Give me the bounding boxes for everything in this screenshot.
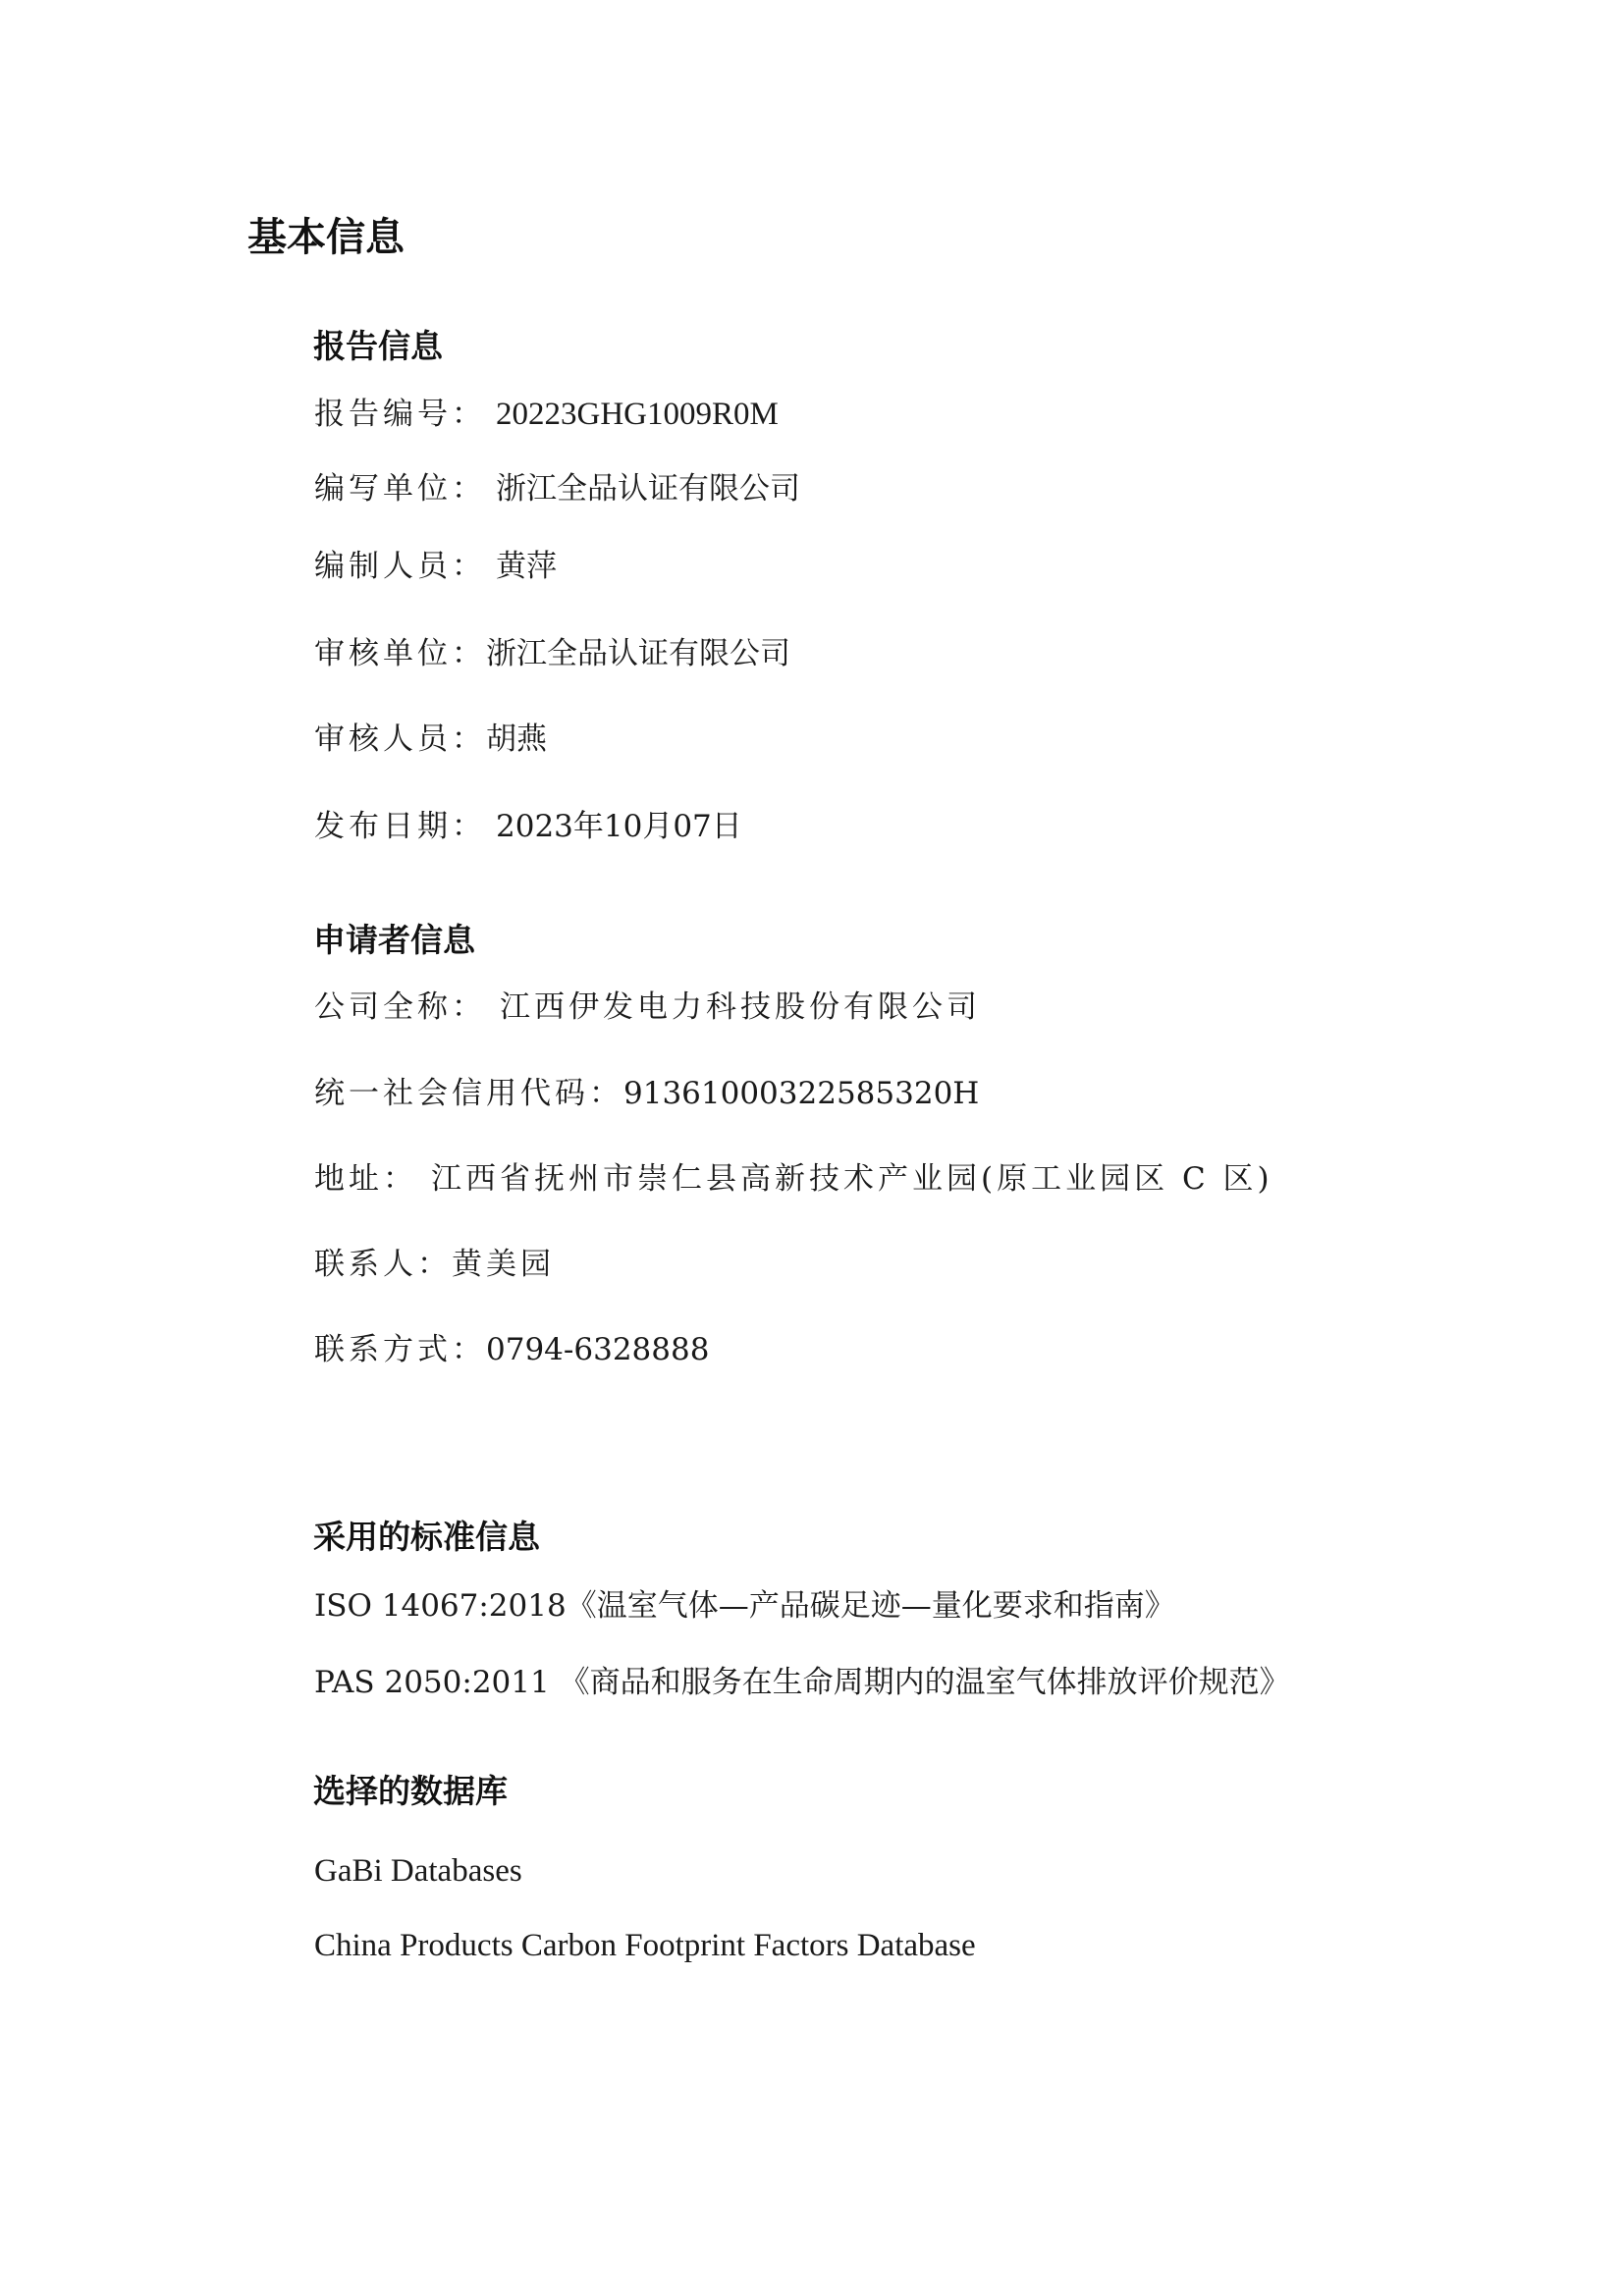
- database-item-text: GaBi Databases: [314, 1853, 522, 1889]
- reviewer-unit-value: 浙江全品认证有限公司: [486, 636, 790, 671]
- report-no-label: 报告编号：: [314, 397, 486, 432]
- phone-value: 0794-6328888: [486, 1332, 710, 1367]
- reviewer-label: 审核人员：: [314, 721, 486, 757]
- credit-code-label: 统一社会信用代码：: [314, 1076, 623, 1111]
- contact-value: 黄美园: [452, 1247, 555, 1282]
- release-date-label: 发布日期：: [314, 809, 486, 844]
- reviewer-unit-row: [314, 632, 790, 675]
- report-no-value: 20223GHG1009R0M: [496, 397, 779, 432]
- standards-heading: 采用的标准信息: [313, 1518, 540, 1556]
- address-row: [314, 1157, 1273, 1201]
- standard-item-text: PAS 2050:2011 《商品和服务在生命周期内的温室气体排放评价规范》: [314, 1665, 1290, 1700]
- address-label: 地址：: [314, 1161, 417, 1197]
- applicant-info-heading: 申请者信息: [313, 921, 475, 959]
- report-no-row: [314, 393, 779, 436]
- compiler-unit-label: 编写单位：: [314, 471, 486, 507]
- database-item: [314, 1924, 976, 1967]
- address-value: 江西省抚州市崇仁县高新技术产业园(原工业园区 C 区): [431, 1161, 1273, 1197]
- contact-row: [314, 1243, 555, 1286]
- compiler-label: 编制人员：: [314, 549, 486, 584]
- release-date-row: [314, 805, 742, 848]
- compiler-unit-row: [314, 467, 800, 510]
- contact-label: 联系人：: [314, 1247, 452, 1282]
- standard-item-text: ISO 14067:2018《温室气体—产品碳足迹—量化要求和指南》: [314, 1588, 1175, 1624]
- standard-item: [314, 1584, 1175, 1628]
- report-info-heading: 报告信息: [313, 327, 443, 365]
- compiler-unit-value: 浙江全品认证有限公司: [496, 471, 800, 507]
- phone-label: 联系方式：: [314, 1332, 486, 1367]
- compiler-row: [314, 545, 557, 588]
- company-row: [314, 986, 981, 1029]
- standard-item: [314, 1661, 1290, 1704]
- credit-code-value: 91361000322585320H: [623, 1076, 980, 1111]
- reviewer-unit-label: 审核单位：: [314, 636, 486, 671]
- company-label: 公司全称：: [314, 989, 486, 1025]
- reviewer-row: [314, 718, 547, 761]
- database-item: [314, 1849, 522, 1893]
- page-title: 基本信息: [247, 215, 405, 260]
- credit-code-row: [314, 1072, 979, 1115]
- reviewer-value: 胡燕: [486, 721, 547, 757]
- release-date-value: 2023年10月07日: [496, 809, 742, 844]
- databases-heading: 选择的数据库: [313, 1772, 508, 1810]
- company-value: 江西伊发电力科技股份有限公司: [500, 989, 981, 1025]
- database-item-text: China Products Carbon Footprint Factors Database: [314, 1928, 976, 1963]
- phone-row: [314, 1328, 709, 1371]
- compiler-value: 黄萍: [496, 549, 557, 584]
